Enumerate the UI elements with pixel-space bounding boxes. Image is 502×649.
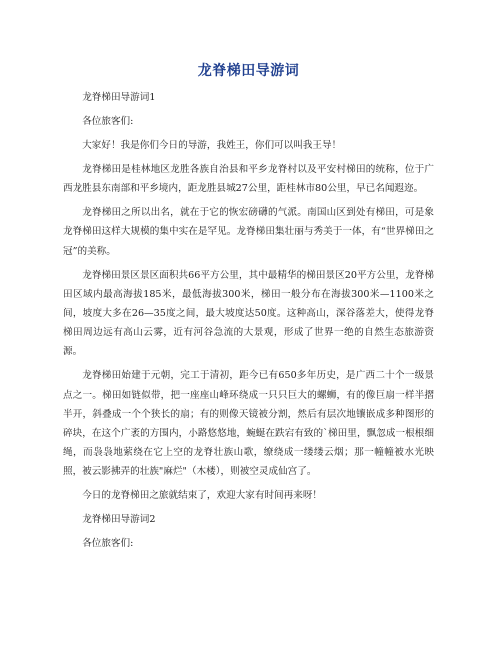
- greeting-2: 各位旅客们:: [82, 538, 134, 550]
- paragraph-closing: 今日的龙脊梯田之旅就结束了，欢迎大家有时间再来呀！: [82, 490, 323, 502]
- paragraph-history: 龙脊梯田始建于元朝，完工于清初，距今已有650多年历史，是广西二十个一级景点之一。梯田如链似带，把一座座山峰环绕成一只只巨大的螺蛳，有的像巨扇一样半摺半开，斜叠成一个个狭长的扇；有的则像天镜被分割，然后有层次地镶嵌成多种图形的碎块，在这个广袤的方围内，小路悠悠地，蜿蜒在跌宕有致的`梯田里，飘忽成一根根细绳，而袅袅地萦绕在它上空的龙脊壮族山歌，缭绕成一缕缕云烟；那一幢幢被水光映照，被云影拂弄的壮族"麻烂"（木楼），则被空灵成仙宫了。: [63, 370, 434, 478]
- paragraph-fame: 龙脊梯田之所以出名，就在于它的恢宏磅礴的气派。南国山区到处有梯田，可是象龙脊梯田这样大规模的集中实在是罕见。龙脊梯田集壮丽与秀美于一体，有“世界梯田之冠”的美称。: [63, 207, 434, 257]
- paragraph-intro: 大家好！我是你们今日的导游，我姓王，你们可以叫我王导！: [82, 140, 342, 151]
- paragraph-location: 龙脊梯田是桂林地区龙胜各族自治县和平乡龙脊村以及平安村梯田的统称，位于广西龙胜县东南部和平乡境内，距龙胜县城27公里，距桂林市80公里，早已名闻遐迩。: [63, 164, 434, 195]
- greeting: 各位旅客们:: [82, 116, 134, 127]
- heading-speech-2: 龙脊梯田导游词2: [82, 514, 156, 526]
- heading-speech-1: 龙脊梯田导游词1: [82, 92, 156, 103]
- document-title: 龙脊梯田导游词: [197, 63, 300, 79]
- paragraph-area: 龙脊梯田景区景区面积共66平方公里，其中最精华的梯田景区20平方公里，龙脊梯田区域内最高海拔185米，最低海拔300米，梯田一般分布在海拔300米—1100米之间，坡度大多在26—35度之间，最大坡度达50度。这种高山，深谷落差大，使得龙脊梯田周边远有高山云雾，近有河谷急流的大景观，形成了世界一绝的自然生态旅游资源。: [63, 269, 434, 358]
